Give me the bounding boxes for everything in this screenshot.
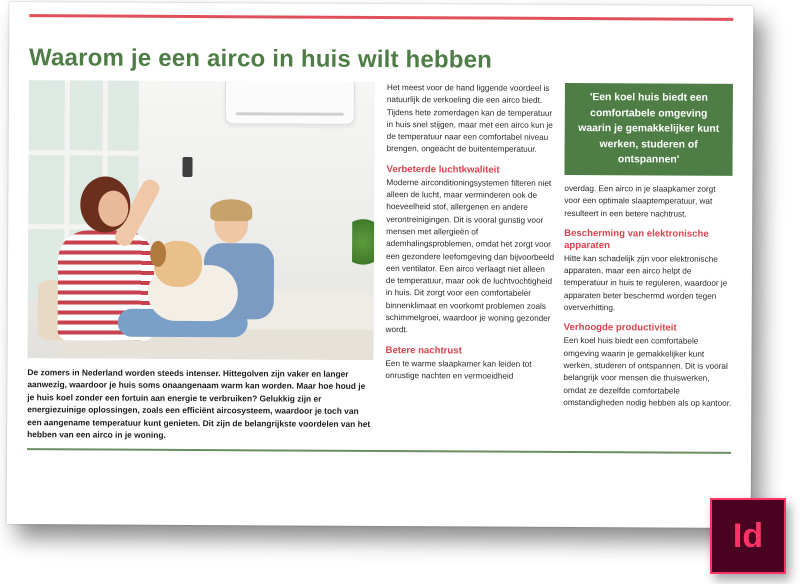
body-paragraph: Hitte kan schadelijk zijn voor elektronische apparaten, maar een airco helpt de temperatuur in huis te reguleren, waardoor je apparaten beter beschermd worden tegen oververhitting. (563, 253, 728, 313)
intro-paragraph: De zomers in Nederland worden steeds intenser. Hittegolven zijn vaker en langer aanwezig, waardoor je huis soms onaangenaam warm kan worden. Maar hoe houd je je huis koel zonder een fortuin aan energie te verbruiken? Gelukkig zijn er energiezuinige oplossingen, zoals een efficiënt aircosysteem, waardoor je toch van een aangename temperatuur kunt genieten. Dit zijn de belangrijkste voordelen van het hebben van een airco in je woning. (27, 367, 371, 440)
indesign-logo: Id (710, 498, 786, 574)
subheading-air-quality: Verbeterde luchtkwaliteit (386, 163, 500, 176)
top-rule (29, 14, 733, 21)
subheading-productivity: Verhoogde productiviteit (563, 322, 677, 334)
body-paragraph: overdag. Een airco in je slaapkamer zorgt voor een optimale slaaptemperatuur, wat resulteert in een betere nachtrust. (564, 183, 716, 219)
article-photo (28, 80, 375, 360)
body-paragraph: Een koel huis biedt een comfortabele omgeving waarin je gemakkelijker kunt werken, studeren of ontspannen. Dit is vooral belangrijk voor mensen die thuiswerken, omdat ze dezelfde comfortabele omstandigheden nodig hebben als op kantoor. (563, 336, 732, 408)
plant (352, 212, 374, 272)
bottom-rule (27, 448, 731, 453)
article-headline: Waarom je een airco in huis wilt hebben (29, 44, 493, 74)
air-conditioner-unit (225, 81, 355, 125)
body-paragraph: Een te warme slaapkamer kan leiden tot onrustige nachten en vermoeidheid (385, 358, 532, 381)
column-middle (385, 82, 555, 389)
magazine-page (7, 2, 754, 528)
body-paragraph: Moderne airconditioningsystemen filteren niet alleen de lucht, maar verminderen ook de hoeveelheid stof, allergenen en andere verontreinigingen. Dit is vooral gunstig voor mensen met allergieën of ademhalingsproblemen, omdat het zorgt voor een gezondere leefomgeving dan bijvoorbeeld een ventilator. Een airco verlaagt niet alleen de temperatuur, maar ook de luchtvochtigheid in huis. Dit zorgt voor een comfortabeler binnenklimaat en voorkomt problemen zoals schimmelgroei, waardoor je woning gezonder wordt. (385, 177, 555, 335)
pull-quote: 'Een koel huis biedt een comfortabele omgeving waarin je gemakkelijker kunt werken, studeren of ontspannen' (564, 83, 732, 176)
subheading-sleep: Betere nachtrust (385, 344, 462, 357)
body-paragraph: Het meest voor de hand liggende voordeel is natuurlijk de verkoeling die een airco biedt. Tijdens hete zomerdagen kan de temperatuur in huis snel stijgen, maar met een airco kun je de temperatuur naar een comfortabel niveau brengen, ongeacht de buitentemperatuur. (386, 83, 553, 155)
remote-control (182, 157, 192, 177)
column-right (563, 183, 732, 416)
subheading-electronics: Bescherming van elektronische apparaten (564, 227, 709, 252)
